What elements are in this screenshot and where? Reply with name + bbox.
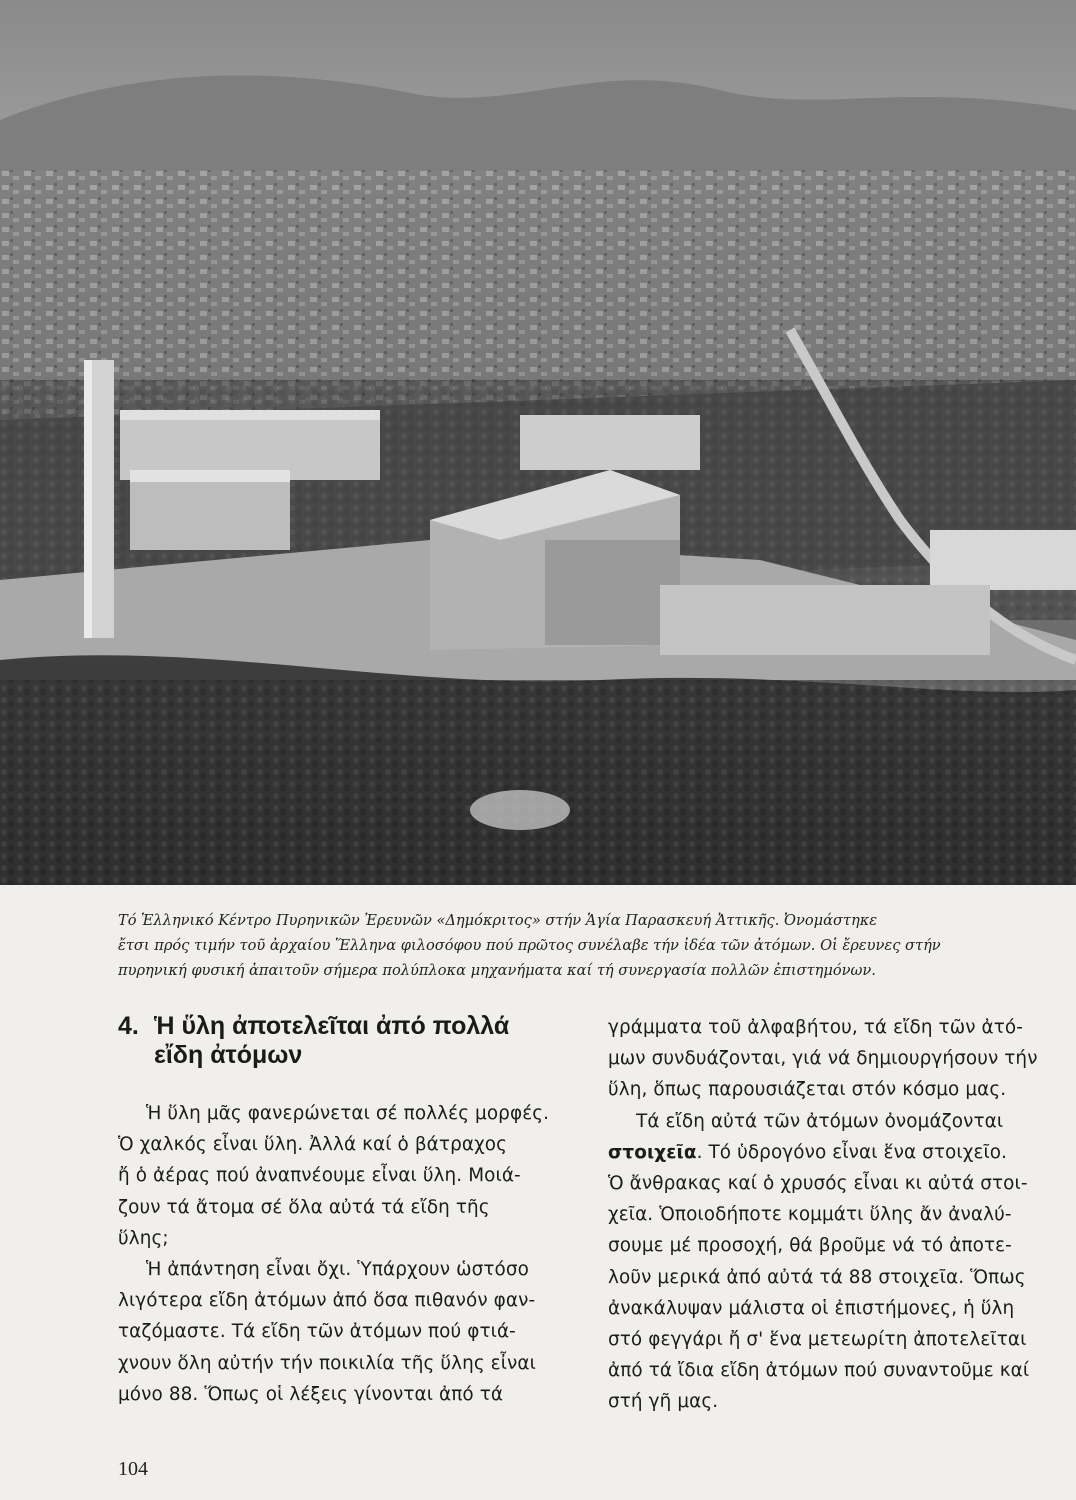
- left-column: [118, 1012, 578, 1410]
- text-line-with-term: [608, 1137, 1060, 1168]
- right-body-text: [608, 1012, 1060, 1418]
- caption-line: πυρηνική φυσική ἀπαιτοῦν σήμερα πολύπλοκα μηχανήματα καί τή συνεργασία πολλῶν ἐπιστημόνων.: [118, 962, 876, 979]
- photo-caption: [118, 908, 1038, 983]
- text-line: χνουν ὅλη αὐτήν τήν ποικιλία τῆς ὕλης εἶναι: [118, 1352, 536, 1374]
- text-fragment: . Τό ὑδρογόνο εἶναι ἕνα στοιχεῖο.: [696, 1141, 1008, 1163]
- text-line: μόνο 88. Ὅπως οἱ λέξεις γίνονται ἀπό τά: [118, 1383, 504, 1405]
- text-line: λοῦν μερικά ἀπό αὐτά τά 88 στοιχεῖα. Ὅπως: [608, 1266, 1026, 1288]
- caption-line: Τό Ἑλληνικό Κέντρο Πυρηνικῶν Ἐρευνῶν «Δημόκριτος» στήν Ἁγία Παρασκευή Ἀττικῆς. Ὀνομάστηκε: [118, 912, 878, 929]
- section-title-line2: εἴδη ἀτόμων: [154, 1041, 303, 1069]
- text-line: στή γῆ μας.: [608, 1391, 719, 1413]
- text-line: ἀνακάλυψαν μάλιστα οἱ ἐπιστήμονες, ἡ ὕλη: [608, 1297, 1015, 1319]
- text-line: Ἡ ἀπάντηση εἶναι ὄχι. Ὑπάρχουν ὡστόσο: [146, 1259, 530, 1281]
- section-number: 4.: [118, 1012, 139, 1040]
- text-line: ὕλη, ὅπως παρουσιάζεται στόν κόσμο μας.: [608, 1079, 1007, 1101]
- caption-line: ἔτσι πρός τιμήν τοῦ ἀρχαίου Ἕλληνα φιλοσόφου πού πρῶτος συνέλαβε τήν ἰδέα τῶν ἀτόμων. Οἱ ἔρευνες στήν: [118, 937, 941, 954]
- text-line: Ὁ ἄνθρακας καί ὁ χρυσός εἶναι κι αὐτά στοι-: [608, 1173, 1028, 1195]
- text-line: σουμε μέ προσοχή, θά βροῦμε νά τό ἀποτε-: [608, 1235, 1012, 1257]
- text-line: ζουν τά ἄτομα σέ ὅλα αὐτά τά εἴδη τῆς: [118, 1196, 490, 1218]
- left-body-text: [118, 1098, 578, 1410]
- text-line: γράμματα τοῦ ἀλφαβήτου, τά εἴδη τῶν ἀτό-: [608, 1017, 1023, 1038]
- text-line: στό φεγγάρι ἤ σ' ἕνα μετεωρίτη ἀποτελεῖται: [608, 1329, 1027, 1351]
- text-line: ἀπό τά ἴδια εἴδη ἀτόμων πού συναντοῦμε καί: [608, 1360, 1030, 1382]
- text-line: ταζόμαστε. Τά εἴδη τῶν ἀτόμων πού φτιά-: [118, 1321, 516, 1343]
- right-column: [608, 1012, 1060, 1418]
- page-number: 104: [118, 1458, 148, 1480]
- text-line: λιγότερα εἴδη ἀτόμων ἀπό ὅσα πιθανόν φαν-: [118, 1290, 536, 1312]
- text-line: Ὁ χαλκός εἶναι ὕλη. Ἀλλά καί ὁ βάτραχος: [118, 1134, 508, 1156]
- section-heading: [118, 1012, 578, 1070]
- section-title-line1: Ἡ ὕλη ἀποτελεῖται ἀπό πολλά: [154, 1012, 510, 1040]
- text-line: Τά εἴδη αὐτά τῶν ἀτόμων ὀνομάζονται: [636, 1110, 1004, 1132]
- text-line: χεῖα. Ὁποιοδήποτε κομμάτι ὕλης ἄν ἀναλύ-: [608, 1204, 1012, 1226]
- text-line: μων συνδυάζονται, γιά νά δημιουργήσουν τήν: [608, 1048, 1038, 1070]
- text-line: ὕλης;: [118, 1227, 169, 1249]
- bold-term-stoicheia: στοιχεῖα: [608, 1141, 697, 1163]
- text-line: Ἡ ὕλη μᾶς φανερώνεται σέ πολλές μορφές.: [146, 1103, 550, 1124]
- text-line: ἤ ὁ ἀέρας πού ἀναπνέουμε εἶναι ὕλη. Μοιά-: [118, 1165, 521, 1187]
